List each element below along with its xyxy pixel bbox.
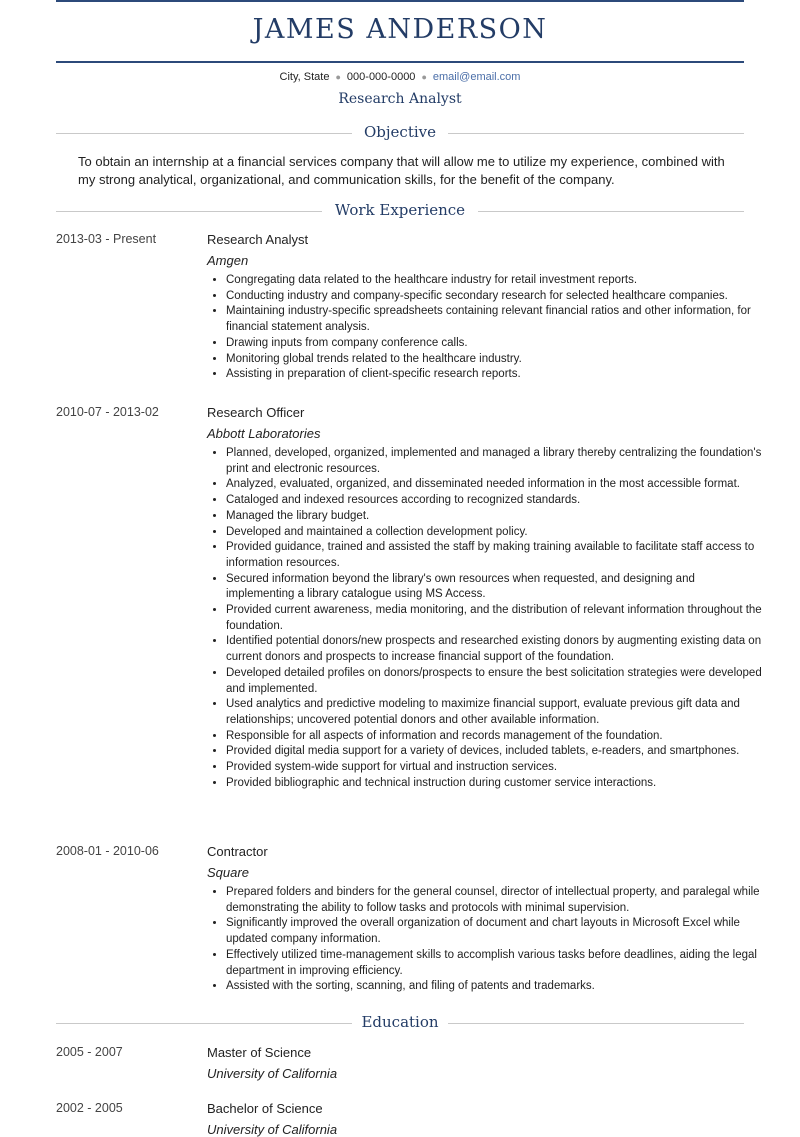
bullet-item: • Provided guidance, trained and assisted the staff by making training available to facilitate staff access to information resources. (226, 540, 766, 571)
bullet-item: • Provided bibliographic and technical instruction during customer service interactions. (226, 776, 766, 792)
entry-date: 2010-07 - 2013-02 (56, 405, 159, 419)
bullet-item: • Provided digital media support for a variety of devices, included tablets, e-readers, and smartphones. (226, 744, 766, 760)
bullet-item: • Assisting in preparation of client-specific research reports. (226, 367, 766, 383)
bullet-item: • Conducting industry and company-specific secondary research for selected healthcare companies. (226, 289, 766, 305)
separator-dot-icon: ● (335, 72, 341, 82)
entry-date: 2013-03 - Present (56, 232, 157, 246)
entry-role: Research Officer (207, 405, 305, 420)
objective-heading (56, 123, 744, 143)
bullet-item: • Prepared folders and binders for the general counsel, director of intellectual property, and paralegal while demonstrating the ability to follow tasks and protocols with minimal supervision. (226, 885, 766, 916)
bullet-item: • Analyzed, evaluated, organized, and disseminated needed information in the most accessible format. (226, 477, 766, 493)
entry-role: Contractor (207, 844, 268, 859)
heading-rule-right (448, 133, 744, 134)
bullet-item: • Drawing inputs from company conference calls. (226, 336, 766, 352)
bullet-item: • Significantly improved the overall organization of document and chart layouts in Microsoft Excel while updated company information. (226, 916, 766, 947)
bullet-item: • Secured information beyond the library's own resources when requested, and designing and implementing a library catalogue using MS Access. (226, 572, 766, 603)
contact-email-link[interactable]: email@email.com (432, 71, 521, 83)
objective-title: Objective (363, 123, 436, 141)
contact-city: City, State (279, 71, 330, 83)
entry-institution: University of California (207, 1122, 338, 1137)
job-headline: Research Analyst (338, 91, 462, 107)
entry-organization: Abbott Laboratories (207, 426, 321, 441)
bullet-item: • Congregating data related to the healthcare industry for retail investment reports. (226, 273, 766, 289)
entry-role: Research Analyst (207, 232, 309, 247)
bullet-item: • Identified potential donors/new prospects and researched existing donors by augmenting existing data on current donors and prospects to increase financial support of the foundation. (226, 634, 766, 665)
bullet-item: • Cataloged and indexed resources according to recognized standards. (226, 493, 766, 509)
bullet-item: • Effectively utilized time-management skills to accomplish various tasks before deadlines, aiding the legal department in improving efficiency. (226, 948, 766, 979)
work-experience-heading (56, 201, 744, 221)
bullet-item: • Used analytics and predictive modeling to maximize financial support, evaluate previous gift data and relationships; uncovered potential donors and other available information. (226, 697, 766, 728)
entry-degree: Bachelor of Science (207, 1101, 323, 1116)
entry-date: 2008-01 - 2010-06 (56, 844, 159, 858)
entry-organization: Amgen (207, 253, 249, 268)
separator-dot-icon: ● (421, 72, 427, 82)
bullet-item: • Provided current awareness, media monitoring, and the distribution of relevant information throughout the foundation. (226, 603, 766, 634)
education-title: Education (361, 1013, 439, 1031)
bullet-item: • Maintaining industry-specific spreadsheets containing relevant financial ratios and other information, for financial statement analysis. (226, 304, 766, 335)
top-divider (56, 0, 744, 2)
entry-institution: University of California (207, 1066, 338, 1081)
education-heading (56, 1013, 744, 1033)
bullet-item: • Developed and maintained a collection development policy. (226, 525, 766, 541)
bullet-item: • Responsible for all aspects of information and records management of the foundation. (226, 729, 766, 745)
entry-bullets (207, 446, 766, 791)
bullet-item: • Planned, developed, organized, implemented and managed a library thereby centralizing the foundation's print and electronic resources. (226, 446, 766, 477)
heading-rule-right (448, 1023, 744, 1024)
entry-degree: Master of Science (207, 1045, 312, 1060)
contact-phone: 000-000-0000 (346, 71, 416, 83)
candidate-name: JAMES ANDERSON (252, 14, 548, 45)
heading-rule-right (478, 211, 744, 212)
objective-text: To obtain an internship at a financial services company that will allow me to utilize my experience, combined with my strong analytical, organizational, and communication skills, for the benefit of the company. (78, 154, 725, 187)
work-experience-title: Work Experience (334, 201, 466, 219)
entry-organization: Square (207, 865, 249, 880)
bullet-item: • Developed detailed profiles on donors/prospects to ensure the best solicitation strategies were developed and implemented. (226, 666, 766, 697)
bullet-item: • Managed the library budget. (226, 509, 766, 525)
entry-bullets (207, 885, 766, 995)
entry-date: 2005 - 2007 (56, 1045, 123, 1059)
contact-line (56, 71, 744, 83)
bullet-item: • Provided system-wide support for virtual and instruction services. (226, 760, 766, 776)
entry-date: 2002 - 2005 (56, 1101, 123, 1115)
entry-bullets (207, 273, 766, 383)
bullet-item: • Assisted with the sorting, scanning, and filing of patents and trademarks. (226, 979, 766, 995)
bullet-item: • Monitoring global trends related to the healthcare industry. (226, 352, 766, 368)
name-divider (56, 61, 744, 63)
